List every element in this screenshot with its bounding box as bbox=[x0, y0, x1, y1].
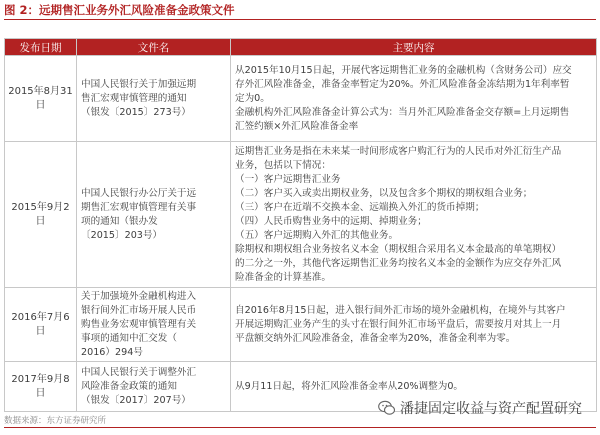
header-content: 主要内容 bbox=[231, 39, 597, 56]
filename-line: 项的通知（银办发 bbox=[81, 215, 158, 227]
wechat-icon bbox=[378, 400, 396, 416]
content-line: 汇签约额×外汇风险准备金率 bbox=[235, 120, 359, 132]
row-date: 2016年7月6日 bbox=[5, 288, 77, 362]
filename-line: （银发〔2015〕273号） bbox=[81, 106, 191, 118]
content-line: 平盘额交纳外汇风险准备金，准备金率为20%，准备金利率为零。 bbox=[235, 332, 516, 344]
row-date: 2017年9月8日 bbox=[5, 362, 77, 412]
figure-title: 图 2：远期售汇业务外汇风险准备金政策文件 bbox=[4, 3, 235, 17]
filename-line: 购售业务宏观审慎管理有关 bbox=[81, 318, 197, 330]
table-row bbox=[5, 142, 597, 288]
title-divider bbox=[4, 19, 596, 20]
header-filename: 文件名 bbox=[77, 39, 231, 56]
filename-line: 2016）294号 bbox=[81, 346, 143, 358]
row-filename bbox=[77, 56, 231, 142]
filename-line: 售汇宏观审慎管理的通知 bbox=[81, 92, 187, 104]
content-line: 业务，包括以下情况： bbox=[235, 159, 331, 171]
table-header-row bbox=[5, 39, 597, 56]
row-content bbox=[231, 142, 597, 288]
content-line: 的二分之一外，其他代客远期售汇业务均按名义本金的金额作为应交存外汇风 bbox=[235, 257, 562, 269]
filename-line: 中国人民银行关于加强远期 bbox=[81, 78, 197, 90]
filename-line: 中国人民银行关于调整外汇 bbox=[81, 366, 197, 378]
filename-line: 事项的通知中汇交发（ bbox=[81, 332, 177, 344]
content-line: （五）客户远期购入外汇的其他业务。 bbox=[235, 229, 399, 241]
content-line: 远期售汇业务是指在未来某一时间形成客户购汇行为的人民币对外汇衍生产品 bbox=[235, 145, 562, 157]
row-filename bbox=[77, 288, 231, 362]
header-date: 发布日期 bbox=[5, 39, 77, 56]
bottom-divider bbox=[4, 427, 596, 428]
row-filename bbox=[77, 362, 231, 412]
filename-line: 关于加强境外金融机构进入 bbox=[81, 290, 197, 302]
filename-line: 〔2015〕203号） bbox=[81, 229, 163, 241]
row-content bbox=[231, 56, 597, 142]
table-row bbox=[5, 56, 597, 142]
content-line: 自2016年8月15日起，进入银行间外汇市场的境外金融机构，在境外与其客户 bbox=[235, 304, 566, 316]
content-line: 险准备金的计算基准。 bbox=[235, 271, 331, 283]
policy-table bbox=[4, 38, 597, 412]
table-row bbox=[5, 288, 597, 362]
content-line: （三）客户在近端不交换本金、远端换入外汇的货币掉期； bbox=[235, 201, 485, 213]
filename-line: 中国人民银行办公厅关于远 bbox=[81, 187, 197, 199]
content-line: 定为0。 bbox=[235, 92, 270, 104]
data-source: 数据来源：东方证券研究所 bbox=[4, 416, 107, 426]
content-line: 金融机构外汇风险准备金计算公式为：当月外汇风险准备金交存额=上月远期售 bbox=[235, 106, 570, 118]
row-date: 2015年8月31日 bbox=[5, 56, 77, 142]
watermark-text: 潘捷固定收益与资产配置研究 bbox=[400, 401, 582, 417]
content-line: 存外汇风险准备金，准备金率暂定为20%。外汇风险准备金冻结期为1年利率暂 bbox=[235, 78, 570, 90]
content-line: （四）人民币购售业务中的远期、掉期业务； bbox=[235, 215, 427, 227]
filename-line: 风险准备金政策的通知 bbox=[81, 380, 177, 392]
filename-line: 期售汇宏观审慎管理有关事 bbox=[81, 201, 197, 213]
content-line: （二）客户买入或卖出期权业务，以及包含多个期权的期权组合业务； bbox=[235, 187, 533, 199]
filename-line: （银发〔2017〕207号） bbox=[81, 394, 191, 406]
content-line: 从2015年10月15日起，开展代客远期售汇业务的金融机构（含财务公司）应交 bbox=[235, 64, 572, 76]
content-line: （一）客户远期售汇业务 bbox=[235, 173, 341, 185]
content-line: 从9月11日起，将外汇风险准备金率从20%调整为0。 bbox=[235, 380, 464, 392]
wechat-watermark bbox=[378, 398, 582, 418]
row-content bbox=[231, 288, 597, 362]
filename-line: 银行间外汇市场开展人民币 bbox=[81, 304, 197, 316]
content-line: 除期权和期权组合业务按名义本金（期权组合采用名义本金最高的单笔期权） bbox=[235, 243, 562, 255]
row-date: 2015年9月2日 bbox=[5, 142, 77, 288]
row-filename bbox=[77, 142, 231, 288]
content-line: 开展远期购汇业务产生的头寸在银行间外汇市场平盘后，需要按月对其上一月 bbox=[235, 318, 562, 330]
